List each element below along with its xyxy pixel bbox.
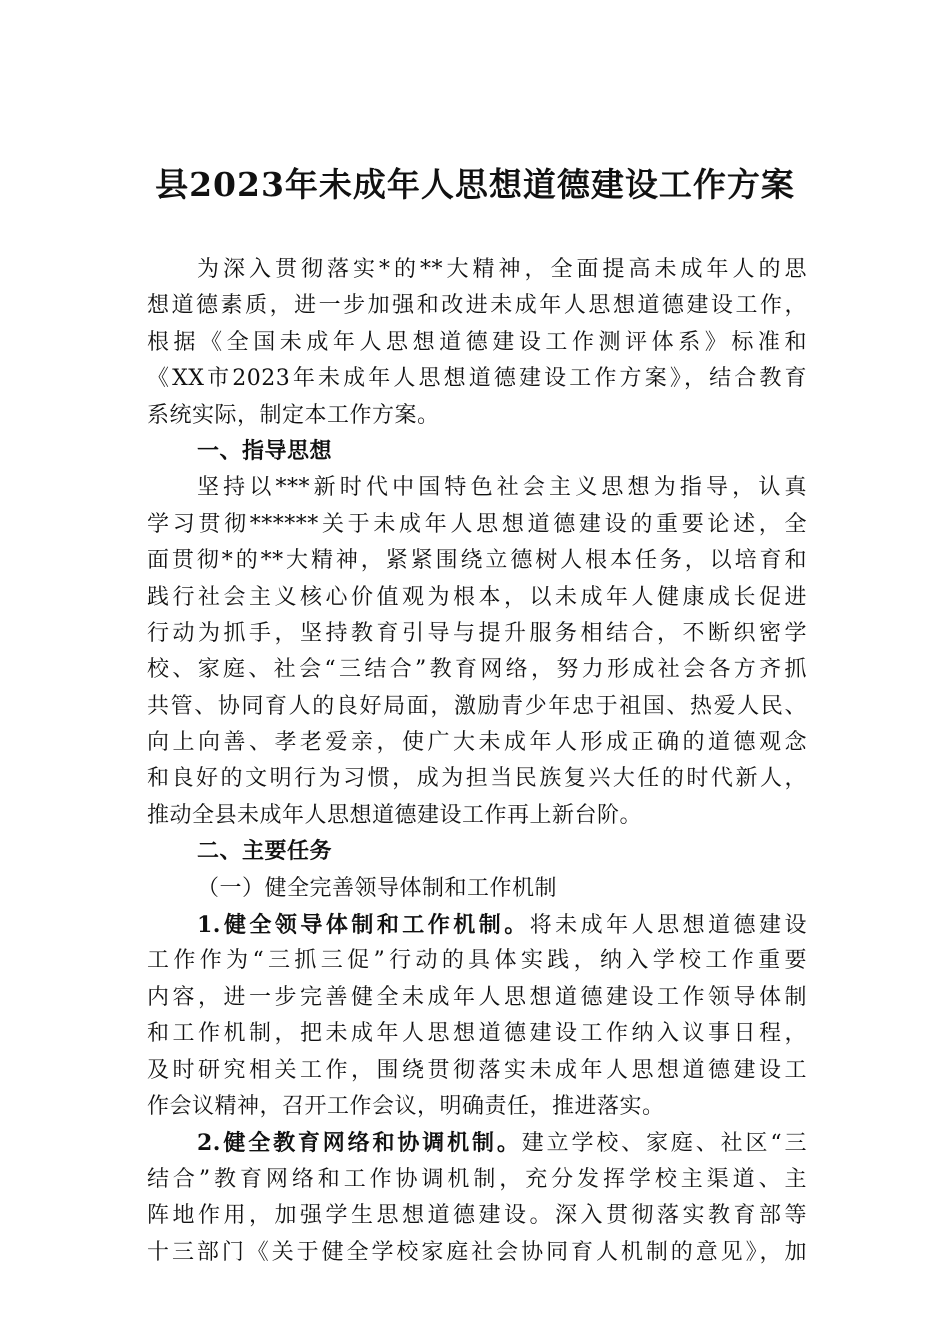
paragraph-line: 共管、协同育人的良好局面，激励青少年忠于祖国、热爱人民、 bbox=[147, 693, 807, 719]
paragraph-line: 和良好的文明行为习惯，成为担当民族复兴大任的时代新人， bbox=[147, 766, 807, 792]
paragraph-line: 想道德素质，进一步加强和改进未成年人思想道德建设工作， bbox=[147, 293, 807, 319]
paragraph-line: 阵地作用，加强学生思想道德建设。深入贯彻落实教育部等 bbox=[147, 1203, 807, 1229]
item-lead: 1.健全领导体制和工作机制。 bbox=[197, 912, 530, 939]
paragraph-line: 根据《全国未成年人思想道德建设工作测评体系》标准和 bbox=[147, 329, 807, 355]
paragraph-line: 结合”教育网络和工作协调机制，充分发挥学校主渠道、主 bbox=[147, 1166, 807, 1192]
paragraph-line: 十三部门《关于健全学校家庭社会协同育人机制的意见》，加 bbox=[147, 1239, 807, 1265]
paragraph-line: 系统实际，制定本工作方案。 bbox=[147, 402, 440, 428]
item-lead-rest: 建立学校、家庭、社区“三 bbox=[521, 1131, 808, 1157]
document-title: 县2023年未成年人思想道德建设工作方案 bbox=[155, 165, 795, 204]
paragraph-line: 推动全县未成年人思想道德建设工作再上新台阶。 bbox=[147, 802, 643, 828]
paragraph-line: 坚持以***新时代中国特色社会主义思想为指导，认真 bbox=[197, 475, 807, 501]
paragraph-line: 践行社会主义核心价值观为根本，以未成年人健康成长促进 bbox=[147, 584, 807, 610]
paragraph-line: 和工作机制，把未成年人思想道德建设工作纳入议事日程， bbox=[147, 1021, 807, 1047]
paragraph-line: 《XX市2023年未成年人思想道德建设工作方案》，结合教育 bbox=[147, 366, 807, 392]
paragraph-line: 作会议精神，召开工作会议，明确责任，推进落实。 bbox=[147, 1093, 665, 1119]
paragraph-line: 校、家庭、社会“三结合”教育网络，努力形成社会各方齐抓 bbox=[147, 657, 807, 683]
paragraph-line: 行动为抓手，坚持教育引导与提升服务相结合，不断织密学 bbox=[147, 620, 807, 646]
paragraph-line: 面贯彻*的**大精神，紧紧围绕立德树人根本任务，以培育和 bbox=[147, 548, 807, 574]
section-heading: 一、指导思想 bbox=[197, 438, 333, 464]
document-body bbox=[147, 252, 807, 1271]
item-lead: 2.健全教育网络和协调机制。 bbox=[197, 1130, 522, 1157]
section-heading: 二、主要任务 bbox=[197, 839, 333, 865]
subsection-heading: （一）健全完善领导体制和工作机制 bbox=[197, 875, 558, 901]
paragraph-line: 为深入贯彻落实*的**大精神，全面提高未成年人的思 bbox=[197, 257, 807, 282]
paragraph-line: 内容，进一步完善健全未成年人思想道德建设工作领导体制 bbox=[147, 984, 807, 1010]
paragraph-line: 及时研究相关工作，围绕贯彻落实未成年人思想道德建设工 bbox=[147, 1057, 807, 1083]
paragraph-line: 向上向善、孝老爱亲，使广大未成年人形成正确的道德观念 bbox=[147, 730, 807, 756]
paragraph-line: 学习贯彻******关于未成年人思想道德建设的重要论述，全 bbox=[147, 511, 807, 537]
item-lead-rest: 将未成年人思想道德建设 bbox=[529, 913, 807, 939]
paragraph-line: 工作作为“三抓三促”行动的具体实践，纳入学校工作重要 bbox=[147, 948, 807, 974]
paragraph-line bbox=[147, 1125, 807, 1161]
paragraph-line bbox=[147, 907, 807, 943]
